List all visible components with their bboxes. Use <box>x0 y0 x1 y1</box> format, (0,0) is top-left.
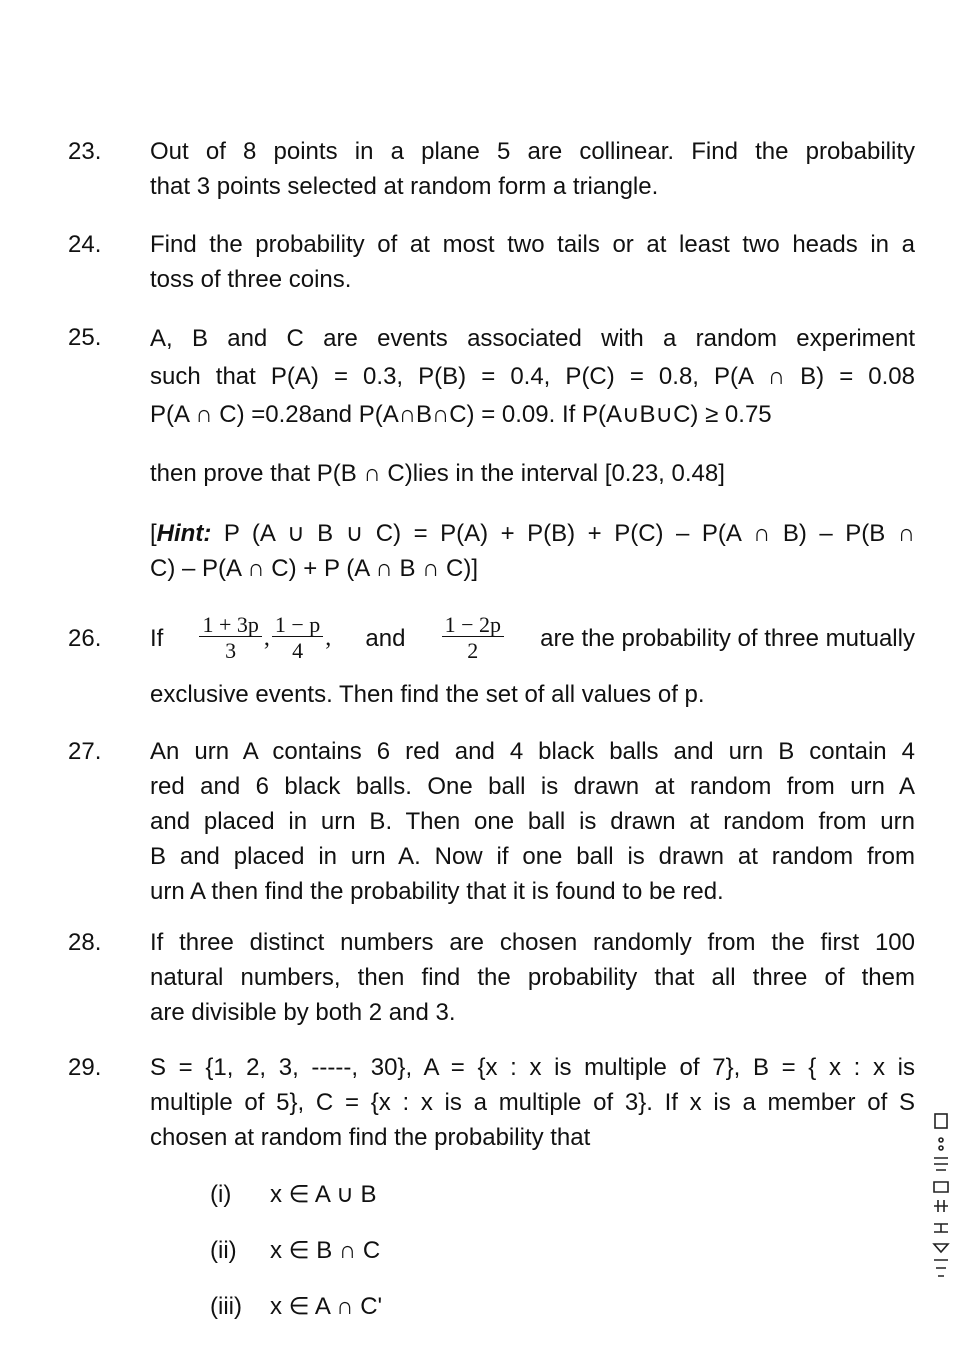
fraction-2: $\frac{1 - p}{4}$ <box>272 614 323 662</box>
question-text: Out of 8 points in a plane 5 are collinear. Find the probability that 3 points selected at random form a triangle. <box>150 138 915 200</box>
question-text: An urn A contains 6 red and 4 black balls and urn B contain 4 red and 6 black balls. One ball is drawn at random from urn A and placed in urn B. Then one ball is drawn at random from urn B and placed in urn A. Now if one ball is drawn at random from urn A then find the probability that it is found to be red. <box>150 738 915 905</box>
question-number: 28. <box>68 929 102 956</box>
question-number: 27. <box>68 738 102 765</box>
side-stamp-icon <box>926 1110 956 1290</box>
question-text: If $\frac{1 + 3p}{3}$ , $\frac{1 - p}{4}$ , and $\frac{1 - 2p}{2}$ are the probability of three mutually <box>150 612 915 663</box>
question-number: 29. <box>68 1054 102 1081</box>
fractions: $\frac{1 + 3p}{3}$ , $\frac{1 - p}{4}$ , <box>197 614 331 662</box>
question-text: If three distinct numbers are chosen randomly from the first 100 natural numbers, then find the probability that all three of them are divisible by both 2 and 3. <box>150 929 915 1026</box>
question-number: 25. <box>68 324 102 351</box>
fraction-1: $\frac{1 + 3p}{3}$ <box>199 614 261 662</box>
question-number: 23. <box>68 138 102 165</box>
hint-label: Hint: <box>156 520 212 547</box>
fraction-3: $\frac{1 - 2p}{2}$ <box>442 614 504 662</box>
question-number: 24. <box>68 231 102 258</box>
question-text: A, B and C are events associated with a random experiment such that P(A) = 0.3, P(B) = 0.4, P(C) = 0.8, P(A ∩ B) = 0.08 P(A ∩ C) =0.28and P(A∩B∩C) = 0.09. If P(A∪B∪C) ≥ 0.75 <box>150 325 915 428</box>
question-text: Find the probability of at most two tails or at least two heads in a toss of three coins. <box>150 231 915 293</box>
question-text: S = {1, 2, 3, -----, 30}, A = {x : x is multiple of 7}, B = { x : x is multiple of 5}, C = {x : x is a multiple of 3}. If x is a member of S chosen at random find the probability that <box>150 1054 915 1151</box>
question-number: 26. <box>68 625 102 652</box>
